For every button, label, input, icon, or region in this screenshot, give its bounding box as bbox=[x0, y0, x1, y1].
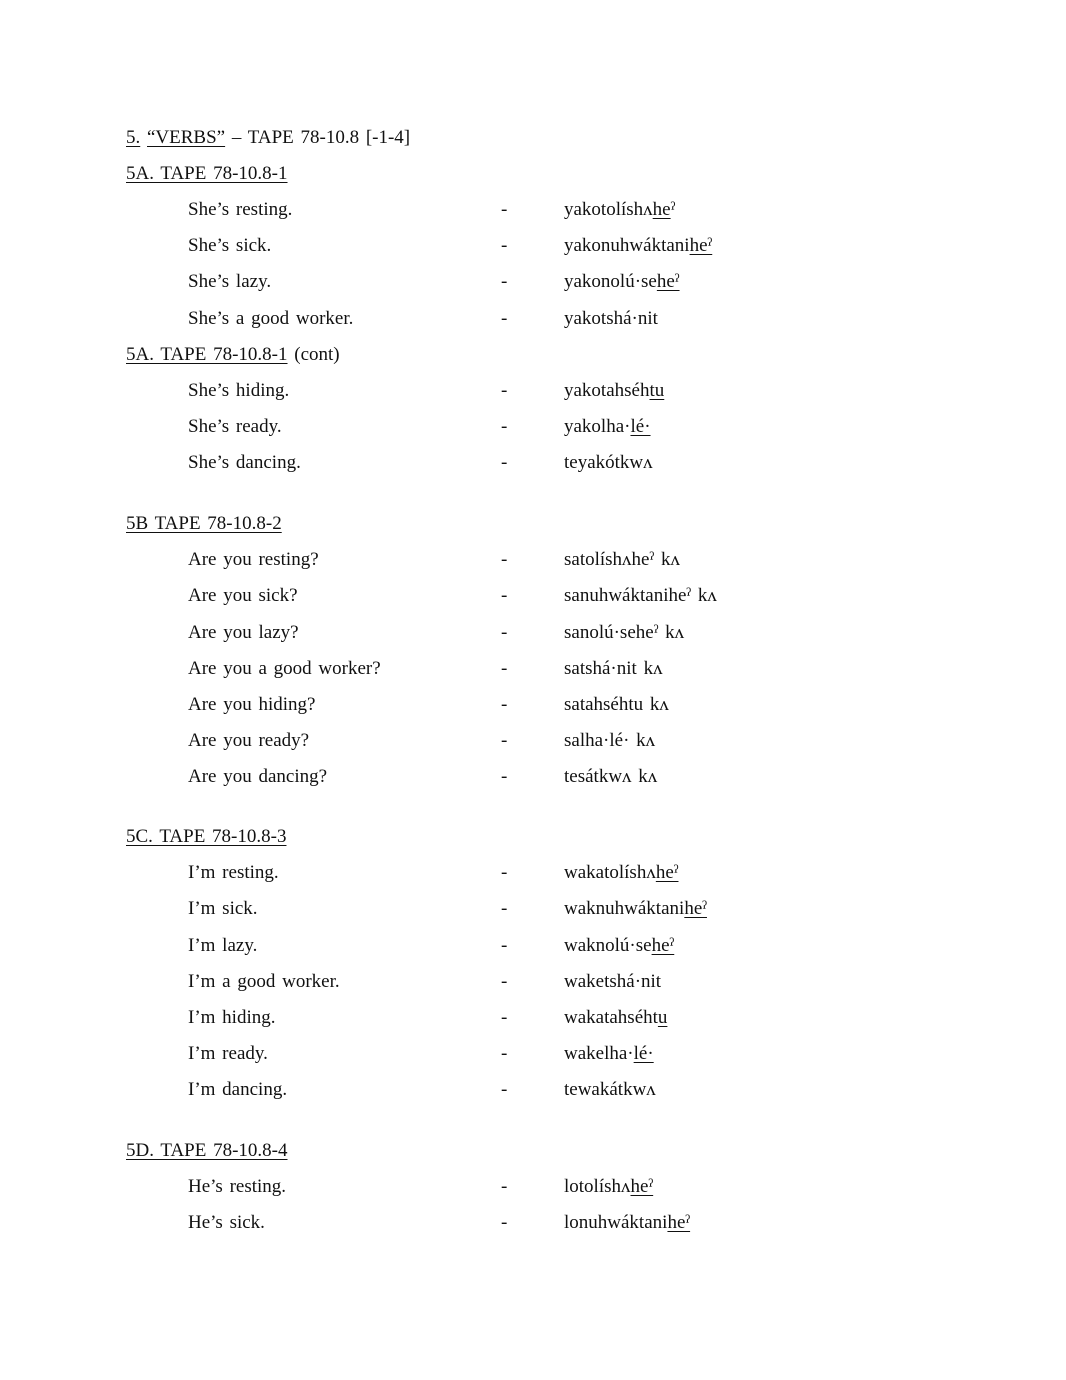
text-segment: waknuhwáktani bbox=[564, 898, 685, 920]
vocab-row bbox=[0, 858, 1066, 888]
english-phrase: I’m hiding. bbox=[188, 1006, 276, 1028]
row-dash: - bbox=[501, 307, 508, 329]
row-dash: - bbox=[501, 693, 508, 715]
english-phrase: Are you dancing? bbox=[188, 766, 328, 787]
english-phrase: She’s hiding. bbox=[188, 380, 290, 402]
english-phrase: I’m ready. bbox=[188, 1042, 268, 1064]
row-dash: - bbox=[501, 585, 508, 607]
underlined-segment: heˀ bbox=[684, 898, 707, 920]
native-translation bbox=[564, 545, 680, 575]
text-segment: ˀ bbox=[670, 199, 676, 221]
native-translation bbox=[564, 690, 669, 720]
english-phrase: He’s sick. bbox=[188, 1212, 265, 1234]
row-dash: - bbox=[501, 1006, 508, 1028]
english-phrase: Are you sick? bbox=[188, 585, 298, 607]
title-number: 5. bbox=[126, 127, 141, 148]
english-phrase: Are you lazy? bbox=[188, 621, 299, 643]
text-segment: yakolha· bbox=[564, 416, 631, 438]
vocab-row bbox=[0, 931, 1066, 961]
text-segment: yakotolíshʌ bbox=[564, 199, 653, 221]
row-dash: - bbox=[501, 729, 508, 751]
underlined-segment: heˀ bbox=[656, 271, 680, 293]
text-segment: waknolú·se bbox=[564, 934, 652, 956]
row-dash: - bbox=[501, 235, 508, 257]
native-translation bbox=[564, 726, 655, 756]
text-segment: satshá·nit kʌ bbox=[564, 657, 663, 679]
text-segment: salha·lé· kʌ bbox=[564, 729, 656, 751]
vocab-row bbox=[0, 690, 1066, 720]
row-dash: - bbox=[501, 970, 508, 992]
english-phrase: She’s resting. bbox=[188, 199, 293, 221]
english-phrase: He’s resting. bbox=[188, 1176, 287, 1198]
underlined-segment: lé· bbox=[633, 1042, 654, 1064]
section-heading bbox=[126, 509, 282, 539]
english-phrase: Are you resting? bbox=[188, 549, 319, 571]
vocab-row bbox=[0, 1075, 1066, 1105]
underlined-segment: heˀ bbox=[689, 235, 713, 257]
text-segment: yakonuhwáktani bbox=[564, 235, 690, 257]
native-translation bbox=[564, 762, 657, 792]
native-translation bbox=[564, 1172, 653, 1202]
vocab-row bbox=[0, 545, 1066, 575]
english-phrase: She’s ready. bbox=[188, 416, 282, 438]
english-phrase: Are you a good worker? bbox=[188, 657, 381, 679]
underlined-segment: heˀ bbox=[655, 862, 679, 884]
vocab-row bbox=[0, 654, 1066, 684]
row-dash: - bbox=[501, 452, 508, 474]
vocab-row bbox=[0, 195, 1066, 225]
row-dash: - bbox=[501, 862, 508, 884]
row-dash: - bbox=[501, 657, 508, 679]
vocab-row bbox=[0, 581, 1066, 611]
vocab-row bbox=[0, 376, 1066, 406]
section-heading bbox=[126, 159, 288, 189]
section-heading bbox=[126, 340, 340, 370]
vocab-row bbox=[0, 618, 1066, 648]
native-translation bbox=[564, 654, 663, 684]
english-phrase: She’s dancing. bbox=[188, 452, 301, 474]
section-heading-line bbox=[0, 509, 1066, 539]
section-heading-line bbox=[0, 159, 1066, 189]
row-dash: - bbox=[501, 766, 508, 787]
text-segment: tewakátkwʌ bbox=[564, 1079, 656, 1100]
row-dash: - bbox=[501, 934, 508, 956]
vocab-row bbox=[0, 726, 1066, 756]
english-phrase: She’s a good worker. bbox=[188, 307, 354, 329]
english-phrase: She’s sick. bbox=[188, 235, 272, 257]
native-translation bbox=[564, 1208, 690, 1238]
english-phrase: I’m resting. bbox=[188, 862, 279, 884]
title-word: “VERBS” bbox=[147, 127, 226, 148]
native-translation bbox=[564, 304, 658, 334]
text-segment: wakatahséht bbox=[564, 1006, 658, 1028]
native-translation bbox=[564, 1039, 654, 1069]
row-dash: - bbox=[501, 199, 508, 221]
document-title bbox=[0, 123, 1066, 153]
section-heading-line bbox=[0, 340, 1066, 370]
vocab-row bbox=[0, 304, 1066, 334]
text-segment: yakotahséh bbox=[564, 380, 650, 402]
vocab-row bbox=[0, 1039, 1066, 1069]
row-dash: - bbox=[501, 1079, 508, 1100]
section-heading-label: 5A. TAPE 78-10.8-1 bbox=[126, 344, 288, 365]
row-dash: - bbox=[501, 898, 508, 920]
english-phrase: I’m dancing. bbox=[188, 1079, 288, 1100]
vocab-row bbox=[0, 1003, 1066, 1033]
text-segment: yakotshá·nit bbox=[564, 307, 658, 329]
section-heading-line bbox=[0, 822, 1066, 852]
section-heading-label: 5C. TAPE 78-10.8-3 bbox=[126, 826, 287, 847]
native-translation bbox=[564, 931, 674, 961]
row-dash: - bbox=[501, 271, 508, 293]
row-dash: - bbox=[501, 1212, 508, 1234]
native-translation bbox=[564, 894, 707, 924]
underlined-segment: u bbox=[657, 1006, 668, 1028]
native-translation bbox=[564, 618, 684, 648]
native-translation bbox=[564, 231, 712, 261]
section-heading-label: 5D. TAPE 78-10.8-4 bbox=[126, 1140, 288, 1161]
underlined-segment: tu bbox=[649, 380, 665, 402]
native-translation bbox=[564, 195, 675, 225]
row-dash: - bbox=[501, 621, 508, 643]
english-phrase: She’s lazy. bbox=[188, 271, 272, 293]
row-dash: - bbox=[501, 416, 508, 438]
native-translation bbox=[564, 581, 717, 611]
underlined-segment: heˀ bbox=[667, 1212, 691, 1234]
vocab-row bbox=[0, 1208, 1066, 1238]
english-phrase: Are you hiding? bbox=[188, 693, 316, 715]
text-segment: lotolíshʌ bbox=[564, 1176, 631, 1198]
row-dash: - bbox=[501, 549, 508, 571]
underlined-segment: heˀ bbox=[651, 934, 675, 956]
title-rest: – TAPE 78-10.8 [-1-4] bbox=[225, 127, 411, 148]
text-segment: satahséhtu kʌ bbox=[564, 693, 669, 715]
text-segment: tesátkwʌ kʌ bbox=[564, 766, 658, 787]
row-dash: - bbox=[501, 380, 508, 402]
vocab-row bbox=[0, 448, 1066, 478]
underlined-segment: lé· bbox=[630, 416, 651, 438]
english-phrase: I’m sick. bbox=[188, 898, 258, 920]
text-segment: sanuhwáktaniheˀ kʌ bbox=[564, 585, 717, 607]
section-heading-line bbox=[0, 1136, 1066, 1166]
underlined-segment: heˀ bbox=[630, 1176, 654, 1198]
vocab-row bbox=[0, 1172, 1066, 1202]
section-heading-suffix: (cont) bbox=[287, 344, 340, 365]
native-translation bbox=[564, 376, 664, 406]
row-dash: - bbox=[501, 1176, 508, 1198]
section-heading-label: 5B TAPE 78-10.8-2 bbox=[126, 513, 282, 534]
vocab-row bbox=[0, 967, 1066, 997]
text-segment: yakonolú·se bbox=[564, 271, 657, 293]
native-translation bbox=[564, 1003, 667, 1033]
english-phrase: I’m a good worker. bbox=[188, 970, 340, 992]
section-heading bbox=[126, 1136, 288, 1166]
native-translation bbox=[564, 967, 661, 997]
text-segment: waketshá·nit bbox=[564, 970, 662, 992]
vocab-row bbox=[0, 412, 1066, 442]
vocab-row bbox=[0, 894, 1066, 924]
vocab-row bbox=[0, 762, 1066, 792]
text-segment: lonuhwáktani bbox=[564, 1212, 668, 1234]
text-segment: satolíshʌheˀ kʌ bbox=[564, 549, 680, 571]
vocab-row bbox=[0, 231, 1066, 261]
underlined-segment: he bbox=[652, 199, 671, 221]
text-segment: sanolú·seheˀ kʌ bbox=[564, 621, 685, 643]
section-heading-label: 5A. TAPE 78-10.8-1 bbox=[126, 163, 288, 184]
native-translation bbox=[564, 1075, 656, 1105]
section-heading bbox=[126, 822, 286, 852]
english-phrase: I’m lazy. bbox=[188, 934, 258, 956]
text-segment: teyakótkwʌ bbox=[564, 452, 653, 474]
native-translation bbox=[564, 267, 680, 297]
text-segment: wakelha· bbox=[564, 1042, 634, 1064]
native-translation bbox=[564, 448, 653, 478]
native-translation bbox=[564, 858, 678, 888]
text-segment: wakatolíshʌ bbox=[564, 862, 656, 884]
vocab-row bbox=[0, 267, 1066, 297]
native-translation bbox=[564, 412, 651, 442]
row-dash: - bbox=[501, 1042, 508, 1064]
english-phrase: Are you ready? bbox=[188, 729, 310, 751]
